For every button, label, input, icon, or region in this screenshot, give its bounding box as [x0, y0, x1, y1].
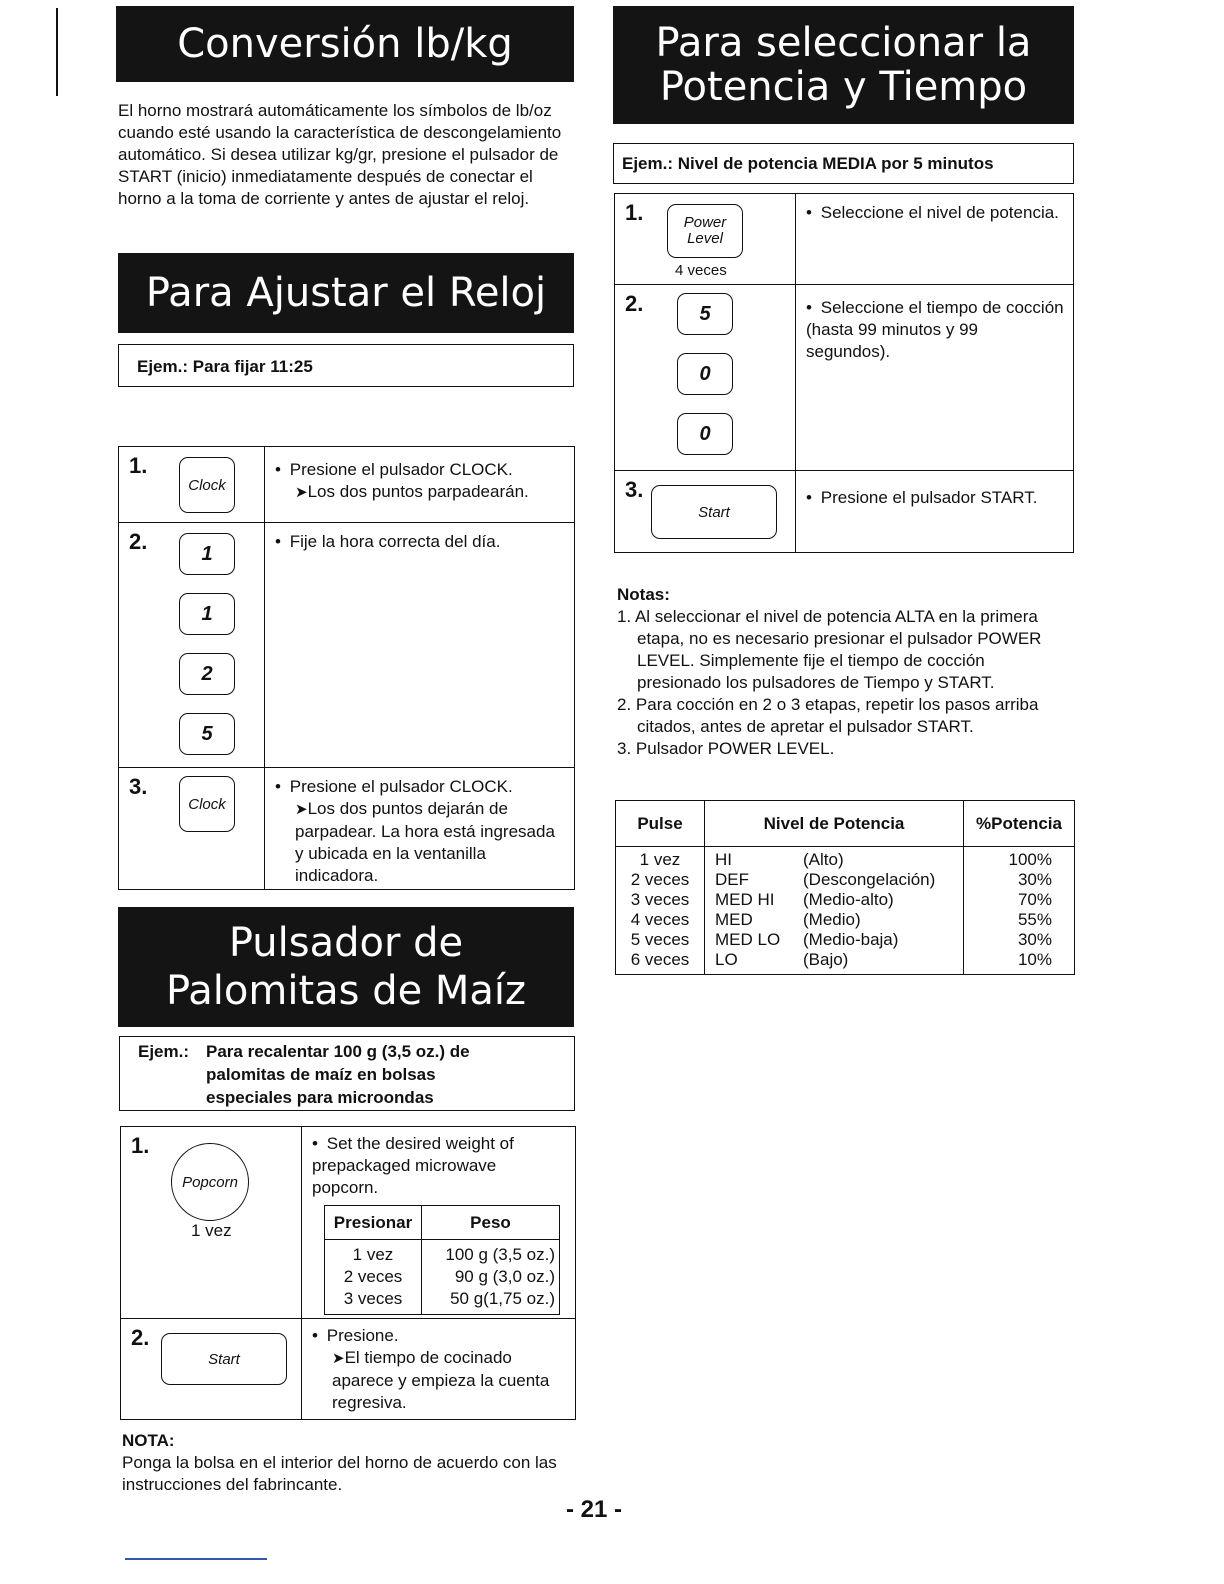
digit-1-button[interactable]: 1	[179, 533, 235, 575]
step-number: 1.	[625, 200, 644, 225]
header-peso: Peso	[422, 1206, 560, 1240]
power-steps-table	[614, 193, 1074, 553]
step-number: 1.	[129, 453, 148, 478]
digit-2-button[interactable]: 2	[179, 653, 235, 695]
step-description: • Set the desired weight of prepackaged microwave popcorn.	[312, 1134, 514, 1197]
start-button[interactable]: Start	[161, 1333, 287, 1385]
notes-list	[617, 606, 1073, 760]
popcorn-title: Pulsador de Palomitas de Maíz	[118, 907, 574, 1027]
note-item: 3. Pulsador POWER LEVEL.	[617, 739, 835, 758]
step-number: 3.	[129, 774, 148, 799]
power-step-2	[615, 285, 1074, 471]
popcorn-button[interactable]: Popcorn	[171, 1143, 249, 1221]
clock-example: Ejem.: Para fijar 11:25	[118, 344, 574, 387]
step-description: • Seleccione el nivel de potencia.	[806, 203, 1059, 222]
step-description: • Presione el pulsador CLOCK. ➤Los dos puntos dejarán de parpadear. La hora está ingresada y ubicada en la ventanilla indicadora.	[275, 777, 555, 885]
step-description: • Presione el pulsador CLOCK. ➤Los dos puntos parpadearán.	[275, 460, 529, 501]
step-number: 2.	[625, 291, 644, 316]
popcorn-step-1	[121, 1127, 576, 1319]
popcorn-example: Ejem.: Para recalentar 100 g (3,5 oz.) de palomitas de maíz en bolsas especiales para microondas	[119, 1036, 575, 1111]
note-item: 1. Al seleccionar el nivel de potencia ALTA en la primera etapa, no es necesario presionar el pulsador POWER LEVEL. Simplemente fije el tiempo de cocción presionado los pulsadores de Tiempo y START.	[617, 607, 1042, 692]
clock-step-1	[119, 447, 575, 523]
bottom-rule	[125, 1558, 267, 1560]
step-description: • Fije la hora correcta del día.	[275, 532, 501, 551]
header-nivel: Nivel de Potencia	[705, 801, 964, 847]
digit-5-button[interactable]: 5	[179, 713, 235, 755]
notes-title: Notas:	[617, 585, 670, 604]
popcorn-weight-table: Presionar Peso 1 vez 2 veces 3 veces 100 g (3,5 oz.) 90 g (3,0 oz.) 50 g(1,75 oz.)	[324, 1205, 560, 1315]
note-item: 2. Para cocción en 2 o 3 etapas, repetir los pasos arriba citados, antes de apretar el pulsador START.	[617, 695, 1039, 736]
clock-title: Para Ajustar el Reloj	[118, 253, 574, 333]
step-description: • Presione el pulsador START.	[806, 488, 1038, 507]
power-title: Para seleccionar la Potencia y Tiempo	[613, 6, 1074, 124]
step-number: 1.	[131, 1133, 150, 1158]
digit-0-button[interactable]: 0	[677, 353, 733, 395]
clock-step-3	[119, 768, 575, 890]
step-number: 3.	[625, 477, 644, 502]
page-number: - 21 -	[566, 1496, 623, 1523]
power-example: Ejem.: Nivel de potencia MEDIA por 5 minutos	[613, 143, 1074, 184]
clock-button[interactable]: Clock	[179, 776, 235, 832]
clock-steps-table	[118, 446, 575, 890]
digit-5-button[interactable]: 5	[677, 293, 733, 335]
start-button[interactable]: Start	[651, 485, 777, 539]
conversion-title: Conversión lb/kg	[116, 6, 574, 82]
power-step-1	[615, 194, 1074, 285]
clock-button[interactable]: Clock	[179, 457, 235, 513]
clock-step-2	[119, 523, 575, 768]
step-description: • Presione. ➤El tiempo de cocinado aparece y empieza la cuenta regresiva.	[312, 1326, 550, 1412]
press-count: 1 vez	[191, 1221, 232, 1240]
power-level-button[interactable]: Power Level	[667, 204, 743, 258]
step-number: 2.	[129, 529, 148, 554]
header-presionar: Presionar	[325, 1206, 422, 1240]
popcorn-steps-table	[120, 1126, 576, 1420]
popcorn-step-2	[121, 1319, 576, 1420]
step-description: • Seleccione el tiempo de cocción (hasta 99 minutos y 99 segundos).	[806, 298, 1064, 361]
popcorn-note-text: Ponga la bolsa en el interior del horno de acuerdo con las instrucciones del fabrincante.	[122, 1453, 557, 1494]
press-count: 4 veces	[675, 262, 727, 279]
conversion-body: El horno mostrará automáticamente los símbolos de lb/oz cuando esté usando la característica de descongelamiento automático. Si desea utilizar kg/gr, presione el pulsador de START (inicio) inmediatamente después de conectar el horno a la toma de corriente y antes de ajustar el reloj.	[118, 101, 562, 208]
digit-0-button[interactable]: 0	[677, 413, 733, 455]
step-number: 2.	[131, 1325, 150, 1350]
popcorn-note-title: NOTA:	[122, 1431, 175, 1450]
power-step-3	[615, 471, 1074, 553]
digit-1-button[interactable]: 1	[179, 593, 235, 635]
header-pulse: Pulse	[616, 801, 705, 847]
header-porcentaje: %Potencia	[964, 801, 1075, 847]
power-level-table: Pulse Nivel de Potencia %Potencia 1 vez 2 veces 3 veces 4 veces 5 veces 6 veces HI (Alto) DEF (Descongelación) MED HI (Medio-alto) MED (Medio) MED LO (Medio-baja) LO (Bajo) 100% 30% 70% 55% 30% 10%	[615, 800, 1075, 975]
margin-line	[56, 8, 58, 96]
